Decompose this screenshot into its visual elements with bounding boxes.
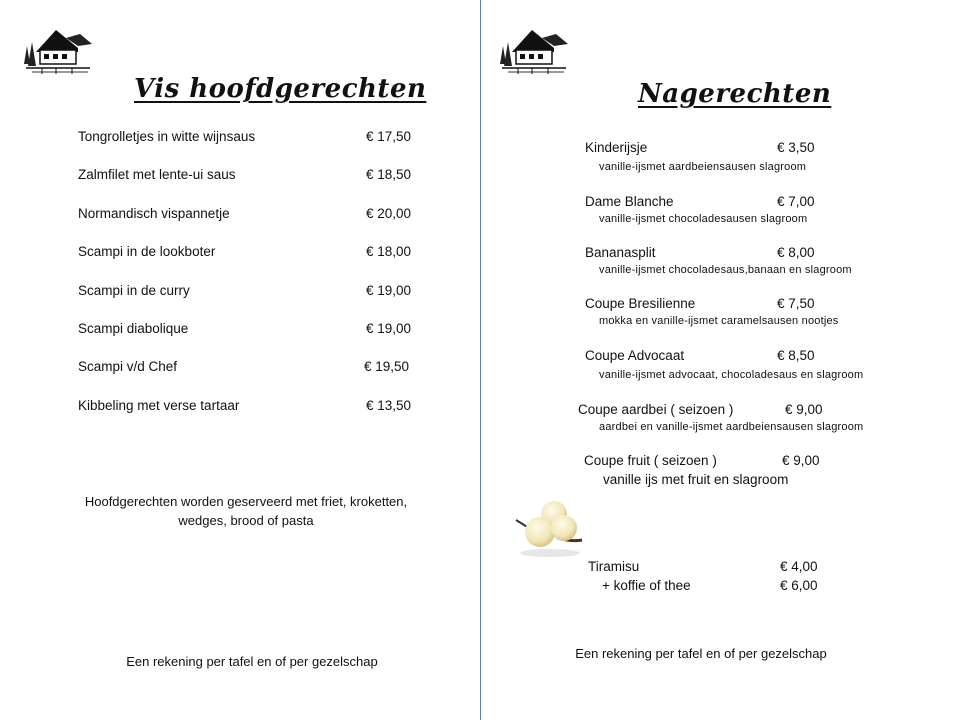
dessert-price: € 8,50	[777, 348, 815, 363]
menu-item-price: € 19,00	[366, 321, 412, 336]
dessert-description: vanille-ijsmet aardbeiensausen slagroom	[599, 161, 807, 173]
menu-item-price: € 17,50	[366, 129, 412, 144]
billing-footer: Een rekening per tafel en of per gezelschap	[575, 646, 827, 661]
dessert-description: aardbei en vanille-ijsmet aardbeiensausen slagroom	[599, 421, 864, 433]
menu-item-name: Zalmfilet met lente-ui saus	[78, 167, 236, 182]
menu-item-name: Scampi in de lookboter	[78, 244, 216, 259]
menu-item-price: € 18,00	[366, 244, 412, 259]
menu-item-name: Normandisch vispannetje	[78, 206, 230, 221]
menu-item-name: Scampi diabolique	[78, 321, 189, 336]
page-title-vis: Vis hoofdgerechten	[134, 74, 427, 104]
dessert-description: vanille-ijsmet advocaat, chocoladesaus en slagroom	[599, 369, 864, 381]
side-dish-note-line2: wedges, brood of pasta	[178, 513, 314, 528]
dessert-price: € 7,50	[777, 296, 815, 311]
menu-item-price: € 20,00	[366, 206, 412, 221]
menu-item-price: € 19,50	[364, 359, 410, 374]
menu-item-name: Kibbeling met verse tartaar	[78, 398, 240, 413]
menu-item-name: Scampi in de curry	[78, 283, 190, 298]
page-title-nagerechten: Nagerechten	[638, 79, 832, 109]
dessert-name: Coupe aardbei ( seizoen )	[578, 402, 734, 417]
dessert-name: Bananasplit	[585, 245, 656, 260]
menu-item-price: € 13,50	[366, 398, 412, 413]
dessert-name: Coupe Advocaat	[585, 348, 685, 363]
dessert-description: vanille ijs met fruit en slagroom	[603, 472, 789, 487]
page-divider	[480, 0, 481, 720]
dessert-name: Tiramisu	[588, 559, 640, 574]
dessert-description: vanille-ijsmet chocoladesausen slagroom	[599, 213, 808, 225]
dessert-name: Coupe Bresilienne	[585, 296, 696, 311]
dessert-price: € 9,00	[785, 402, 823, 417]
menu-item-name: Scampi v/d Chef	[78, 359, 178, 374]
dessert-addon-price: € 6,00	[780, 578, 818, 593]
dessert-name: Coupe fruit ( seizoen )	[584, 453, 717, 468]
dessert-name: Kinderijsje	[585, 140, 648, 155]
side-dish-note-line1: Hoofdgerechten worden geserveerd met friet, kroketten,	[84, 494, 408, 509]
dessert-price: € 8,00	[777, 245, 815, 260]
dessert-price: € 4,00	[780, 559, 818, 574]
dessert-addon-name: + koffie of thee	[602, 578, 691, 593]
dessert-description: vanille-ijsmet chocoladesaus,banaan en slagroom	[599, 264, 852, 276]
dessert-price: € 9,00	[782, 453, 820, 468]
dessert-description: mokka en vanille-ijsmet caramelsausen nootjes	[599, 315, 839, 327]
menu-item-name: Tongrolletjes in witte wijnsaus	[78, 129, 256, 144]
dessert-price: € 7,00	[777, 194, 815, 209]
ice-cream-scoops-image	[508, 498, 588, 560]
house-logo-icon	[22, 24, 94, 76]
billing-footer: Een rekening per tafel en of per gezelschap	[126, 654, 378, 669]
house-logo-icon	[498, 24, 570, 76]
menu-item-price: € 19,00	[366, 283, 412, 298]
dessert-name: Dame Blanche	[585, 194, 674, 209]
menu-item-price: € 18,50	[366, 167, 412, 182]
dessert-price: € 3,50	[777, 140, 815, 155]
